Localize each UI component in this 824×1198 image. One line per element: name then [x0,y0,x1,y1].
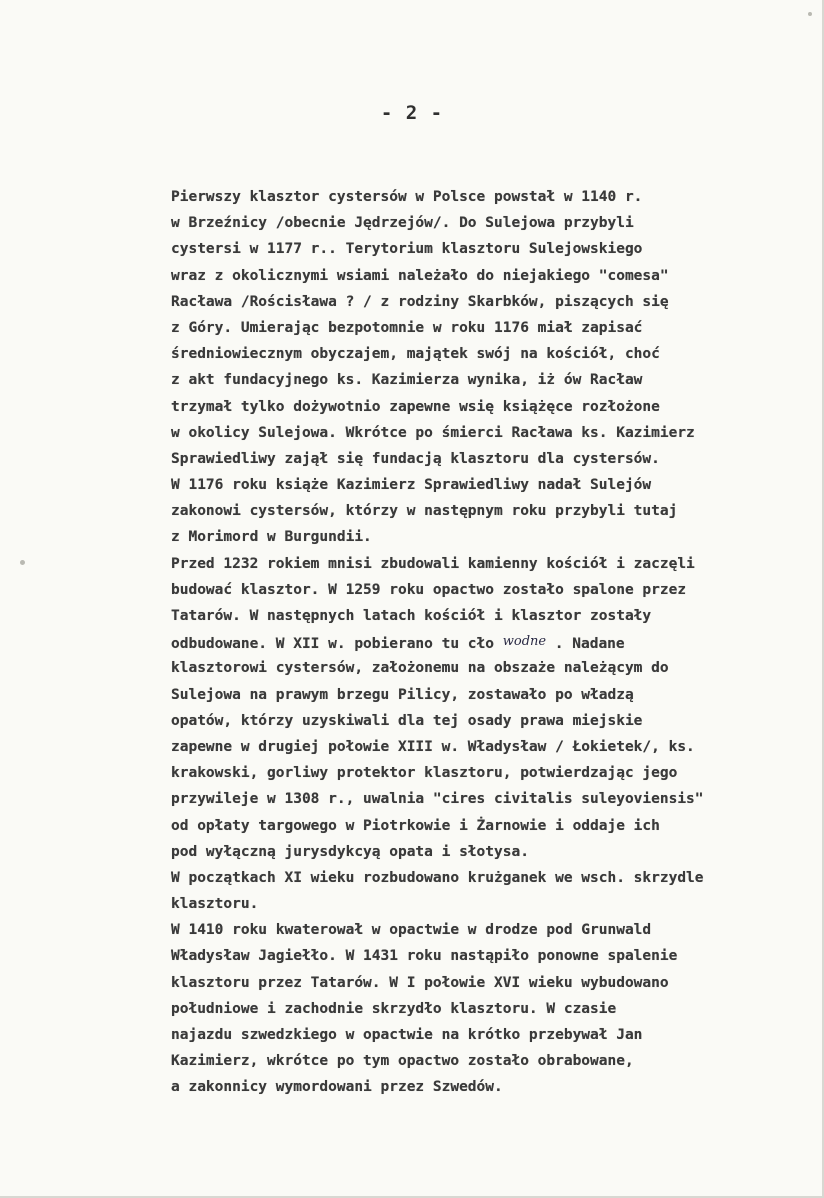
text-line: W 1410 roku kwaterował w opactwie w drodze pod Grunwald [171,922,652,939]
page-number: - 2 - [380,102,444,124]
text-line: klasztoru. [171,896,259,913]
text-line: Przed 1232 rokiem mnisi zbudowali kamienny kościół i zaczęli [171,555,695,572]
text-line: Tatarów. W następnych latach kościół i klasztor zostały [171,608,652,624]
text-line: w Brzeźnicy /obecnie Jędrzejów/. Do Sulejowa przybyli [171,215,634,232]
text-line: pod wyłączną jurysdykcyą opata i słotysa. [171,843,529,860]
text-line: wraz z okolicznymi wsiami należało do niejakiego "comesa" [171,267,669,284]
text-line: Władysław Jagiełło. W 1431 roku nastąpiło ponowne spalenie [171,948,678,965]
text-line-with-handwriting [171,629,801,655]
text-line: Kazimierz, wkrótce po tym opactwo zostało obrabowane, [171,1053,634,1070]
text-line: W 1176 roku książe Kazimierz Sprawiedliwy nadał Sulejów [171,477,652,494]
text-line: zakonowi cystersów, którzy w następnym roku przybyli tutaj [171,503,678,520]
text-line: cystersi w 1177 r.. Terytorium klasztoru Sulejowskiego [171,241,643,258]
paper-speck [808,12,812,16]
text-line: w okolicy Sulejowa. Wkrótce po śmierci Racława ks. Kazimierz [171,424,695,441]
text-line: od opłaty targowego w Piotrkowie i Żarnowie i oddaje ich [171,817,660,834]
text-line: opatów, którzy uzyskiwali dla tej osady prawa miejskie [171,712,643,729]
text-line: budować klasztor. W 1259 roku opactwo zostało spalone przez [171,581,687,598]
text-line: krakowski, gorliwy protektor klasztoru, potwierdzając jego [171,765,678,782]
text-line: przywileje w 1308 r., uwalnia "cires civitalis suleyoviensis" [171,791,704,808]
typed-text: odbudowane. W XII w. pobierano tu cło [171,636,503,653]
text-line: najazdu szwedzkiego w opactwie na krótko przebywał Jan [171,1027,643,1043]
text-line: klasztorowi cystersów, założonemu na obszaże należącym do [171,660,669,677]
paper-speck [20,560,25,565]
text-line: trzymał tylko dożywotnio zapewne wsię książęce rozłożone [171,398,660,415]
text-line: z Góry. Umierając bezpotomnie w roku 1176 miał zapisać [171,319,643,336]
typed-text: . Nadane [546,636,625,653]
text-line: a zakonnicy wymordowani przez Szwedów. [171,1079,503,1096]
text-line: W początkach XI wieku rozbudowano krużganek we wsch. skrzydle [171,869,704,886]
handwritten-insertion: wodne [502,634,547,650]
text-line: południowe i zachodnie skrzydło klasztoru. W czasie [171,1000,617,1017]
text-line: zapewne w drugiej połowie XIII w. Władysław / Łokietek/, ks. [171,738,695,755]
text-line: Sprawiedliwy zajął się fundacją klasztoru dla cystersów. [171,450,660,467]
text-line: Pierwszy klasztor cystersów w Polsce powstał w 1140 r. [171,189,643,205]
text-line: średniowiecznym obyczajem, majątek swój na kościół, choć [171,346,660,363]
text-line: z Morimord w Burgundii. [171,529,372,546]
text-line: Sulejowa na prawym brzegu Pilicy, zostawało po władzą [171,686,634,703]
text-line: klasztoru przez Tatarów. W I połowie XVI wieku wybudowano [171,974,669,991]
text-line: z akt fundacyjnego ks. Kazimierza wynika, iż ów Racław [171,372,643,389]
text-line: Racława /Rościsława ? / z rodziny Skarbków, piszących się [171,293,669,310]
body-text [171,184,801,1101]
